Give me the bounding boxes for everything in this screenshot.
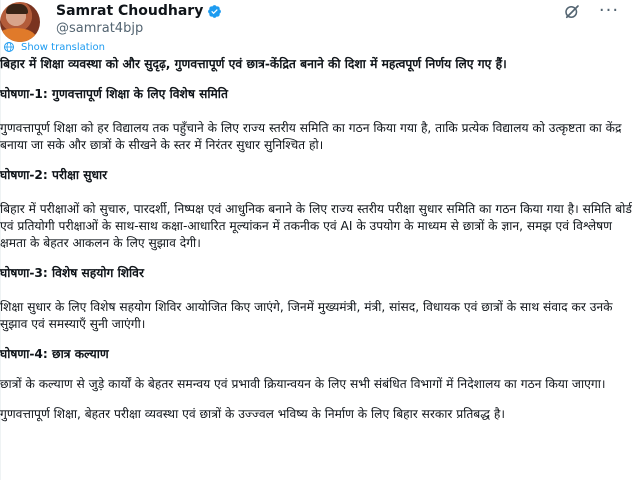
- announcement-heading-3: घोषणा-3: विशेष सहयोग शिविर: [0, 266, 144, 280]
- author-display-name[interactable]: Samrat Choudhary: [56, 3, 204, 19]
- paragraph-gap: [0, 282, 636, 299]
- grok-icon[interactable]: [563, 3, 581, 21]
- paragraph-gap: [0, 73, 636, 86]
- avatar[interactable]: [0, 2, 40, 42]
- tweet-closing: गुणवत्तापूर्ण शिक्षा, बेहतर परीक्षा व्यवस्था एवं छात्रों के उज्ज्वल भविष्य के निर्माण के लिए बिहार सरकार प्रतिबद्ध है।: [0, 407, 505, 421]
- more-options-icon[interactable]: ···: [598, 0, 620, 21]
- announcement-heading-4: घोषणा-4: छात्र कल्याण: [0, 347, 109, 361]
- announcement-text-2: बिहार में परीक्षाओं को सुचारु, पारदर्शी, निष्पक्ष एवं आधुनिक बनाने के लिए राज्य स्तरीय परीक्षा सुधार समिति का गठन किया गया है। समिति बोर्ड एवं प्रतियोगी परीक्षाओं के साथ-साथ कक्षा-आधारित मूल्यांकन में तकनीक एवं AI के उपयोग के माध्यम से छात्रों के ज्ञान, समझ एवं विश्लेषण क्षमता के बेहतर आकलन के लिए सुझाव देगी।: [0, 202, 632, 250]
- announcement-heading-1: घोषणा-1: गुणवत्तापूर्ण शिक्षा के लिए विशेष समिति: [0, 87, 228, 101]
- paragraph-gap: [0, 333, 636, 346]
- author-handle[interactable]: @samrat4bjp: [56, 21, 144, 36]
- tweet-header: [0, 0, 640, 44]
- show-translation-label[interactable]: Show translation: [21, 41, 105, 53]
- paragraph-gap: [0, 252, 636, 265]
- announcement-text-1: गुणवत्तापूर्ण शिक्षा को हर विद्यालय तक पहुँचाने के लिए राज्य स्तरीय समिति का गठन किया गया है, ताकि प्रत्येक विद्यालय को उत्कृष्टता का केंद्र बनाया जा सके और छात्रों के सीखने के स्तर में निरंतर सुधार सुनिश्चित हो।: [0, 121, 622, 152]
- avatar-hair: [6, 4, 28, 14]
- paragraph-gap: [0, 103, 636, 120]
- author-name-row[interactable]: [56, 3, 222, 19]
- tweet-intro: बिहार में शिक्षा व्यवस्था को और सुदृढ़, गुणवत्तापूर्ण एवं छात्र-केंद्रित बनाने की दिशा में महत्वपूर्ण निर्णय लिए गए हैं।: [0, 57, 507, 71]
- paragraph-gap: [0, 154, 636, 167]
- tweet-text: [0, 56, 636, 423]
- announcement-heading-2: घोषणा-2: परीक्षा सुधार: [0, 168, 108, 182]
- paragraph-gap: [0, 363, 636, 376]
- paragraph-gap: [0, 184, 636, 201]
- announcement-text-4: छात्रों के कल्याण से जुड़े कार्यों के बेहतर समन्वय एवं प्रभावी क्रियान्वयन के लिए सभी संबंधित विभागों में निदेशालय का गठन किया जाएगा।: [0, 377, 606, 391]
- verified-badge-icon: [207, 4, 222, 19]
- paragraph-gap: [0, 393, 636, 406]
- announcement-text-3: शिक्षा सुधार के लिए विशेष सहयोग शिविर आयोजित किए जाएंगे, जिनमें मुख्यमंत्री, मंत्री, सांसद, विधायक एवं छात्रों के साथ संवाद कर उनके सुझाव एवं समस्याएँ सुनी जाएंगी।: [0, 300, 613, 331]
- show-translation-link[interactable]: [3, 40, 105, 54]
- globe-icon: [3, 41, 15, 53]
